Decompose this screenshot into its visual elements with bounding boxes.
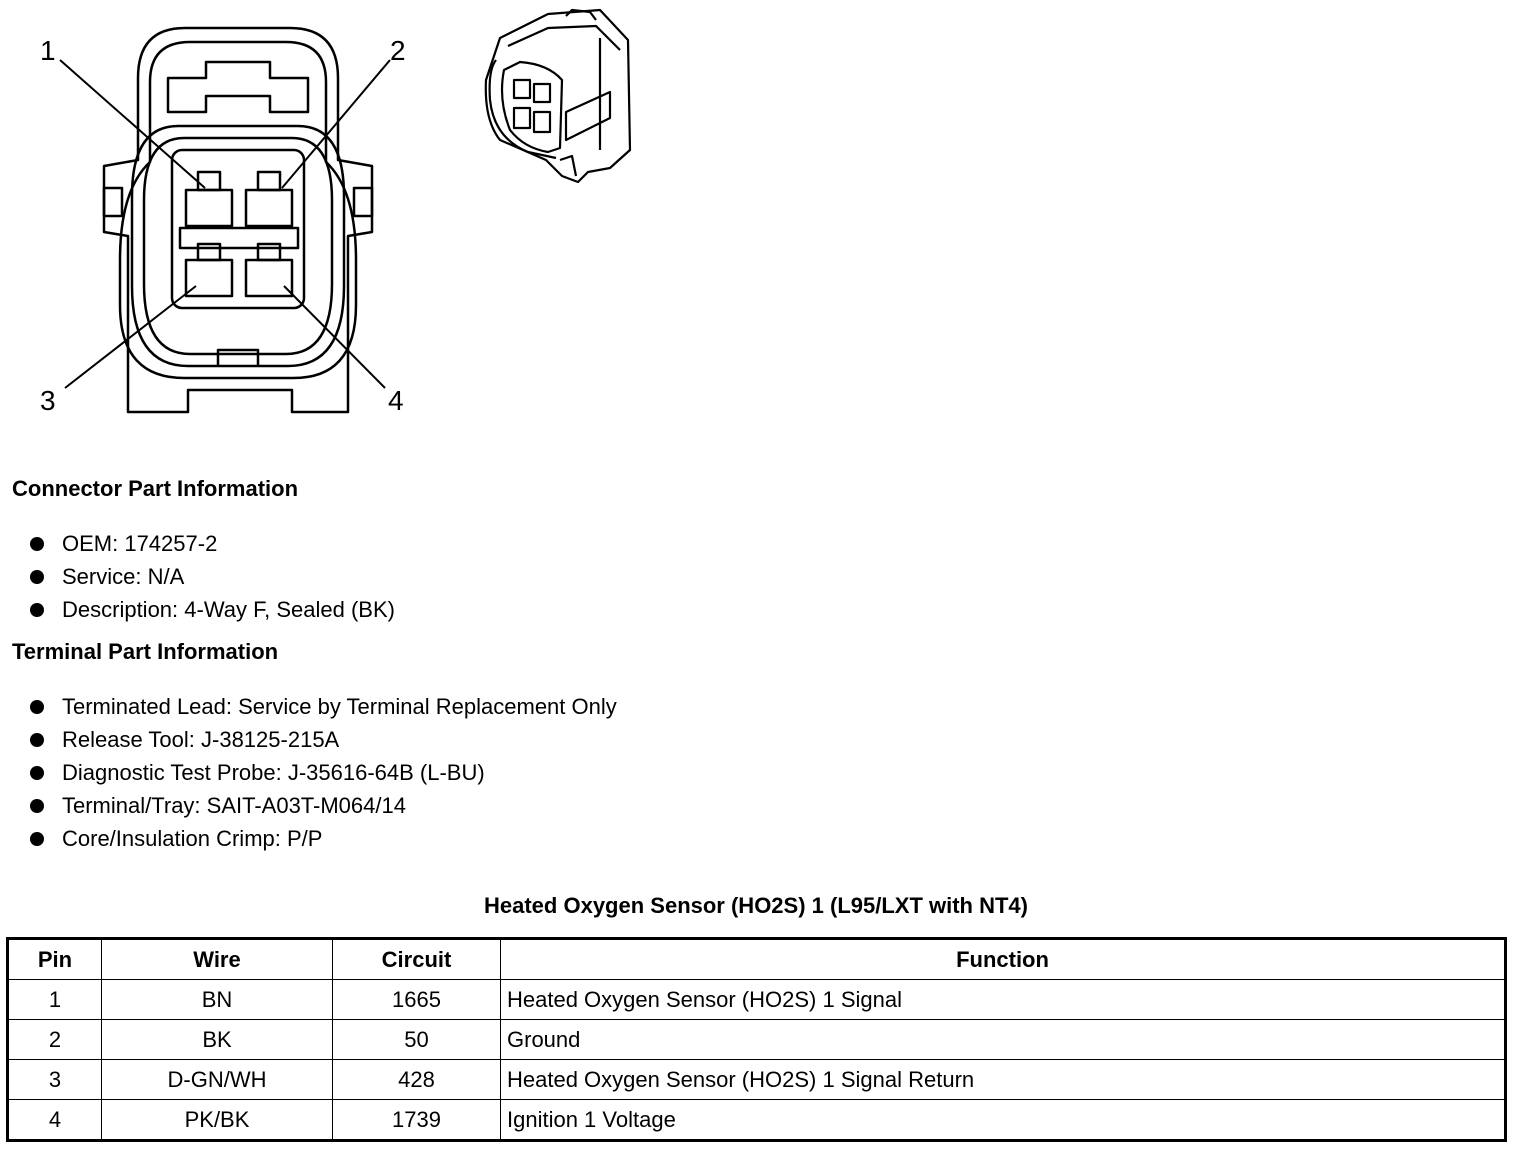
callout-4: 4 <box>388 385 404 416</box>
side-lug-left <box>104 188 122 216</box>
bullet-icon <box>30 570 44 584</box>
list-item: Terminated Lead: Service by Terminal Replacement Only <box>30 690 617 723</box>
bullet-icon <box>30 733 44 747</box>
bullet-icon <box>30 832 44 846</box>
connector-diagram <box>0 0 700 440</box>
cell-circuit: 50 <box>333 1020 501 1060</box>
bullet-icon <box>30 766 44 780</box>
terminal-part-info-list <box>30 690 617 855</box>
column-header-function: Function <box>501 939 1506 980</box>
cell-wire: BK <box>102 1020 333 1060</box>
list-item: Service: N/A <box>30 560 395 593</box>
connector-part-info-list <box>30 527 395 626</box>
side-lug-right <box>354 188 372 216</box>
list-item: Diagnostic Test Probe: J-35616-64B (L-BU) <box>30 756 617 789</box>
bullet-icon <box>30 700 44 714</box>
list-item: Terminal/Tray: SAIT-A03T-M064/14 <box>30 789 617 822</box>
list-item: Core/Insulation Crimp: P/P <box>30 822 617 855</box>
cell-function: Ground <box>501 1020 1506 1060</box>
bullet-icon <box>30 537 44 551</box>
table-row <box>8 1060 1506 1100</box>
connector-part-info-heading: Connector Part Information <box>12 476 299 501</box>
terminal-2 <box>246 172 292 226</box>
terminal-part-info-heading: Terminal Part Information <box>12 639 279 664</box>
table-row <box>8 1100 1506 1141</box>
pin-table <box>6 937 1507 1142</box>
cell-pin: 2 <box>8 1020 102 1060</box>
column-header-wire: Wire <box>102 939 333 980</box>
table-row <box>8 980 1506 1020</box>
column-header-circuit: Circuit <box>333 939 501 980</box>
cell-circuit: 1665 <box>333 980 501 1020</box>
bullet-icon <box>30 799 44 813</box>
cell-pin: 1 <box>8 980 102 1020</box>
connector-inner-housing <box>120 42 356 378</box>
cell-circuit: 1739 <box>333 1100 501 1141</box>
list-item: Release Tool: J-38125-215A <box>30 723 617 756</box>
cell-pin: 3 <box>8 1060 102 1100</box>
list-item: OEM: 174257-2 <box>30 527 395 560</box>
cell-wire: BN <box>102 980 333 1020</box>
callout-3: 3 <box>40 385 56 416</box>
key-notch <box>218 350 258 366</box>
bullet-icon <box>30 603 44 617</box>
leader-line-3 <box>65 286 196 388</box>
column-header-pin: Pin <box>8 939 102 980</box>
leader-line-4 <box>284 286 385 388</box>
list-item: Description: 4-Way F, Sealed (BK) <box>30 593 395 626</box>
cell-function: Heated Oxygen Sensor (HO2S) 1 Signal Return <box>501 1060 1506 1100</box>
connector-thumbnail <box>486 10 630 182</box>
latch-detail <box>168 62 308 112</box>
cell-function: Heated Oxygen Sensor (HO2S) 1 Signal <box>501 980 1506 1020</box>
table-header-row <box>8 939 1506 980</box>
callout-1: 1 <box>40 35 56 66</box>
cell-pin: 4 <box>8 1100 102 1141</box>
seal-ring-outer <box>132 126 344 366</box>
callout-2: 2 <box>390 35 406 66</box>
cell-wire: PK/BK <box>102 1100 333 1141</box>
pin-table-title: Heated Oxygen Sensor (HO2S) 1 (L95/LXT with NT4) <box>484 893 1028 918</box>
cell-wire: D-GN/WH <box>102 1060 333 1100</box>
terminal-1 <box>186 172 232 226</box>
cell-function: Ignition 1 Voltage <box>501 1100 1506 1141</box>
cell-circuit: 428 <box>333 1060 501 1100</box>
table-row <box>8 1020 1506 1060</box>
